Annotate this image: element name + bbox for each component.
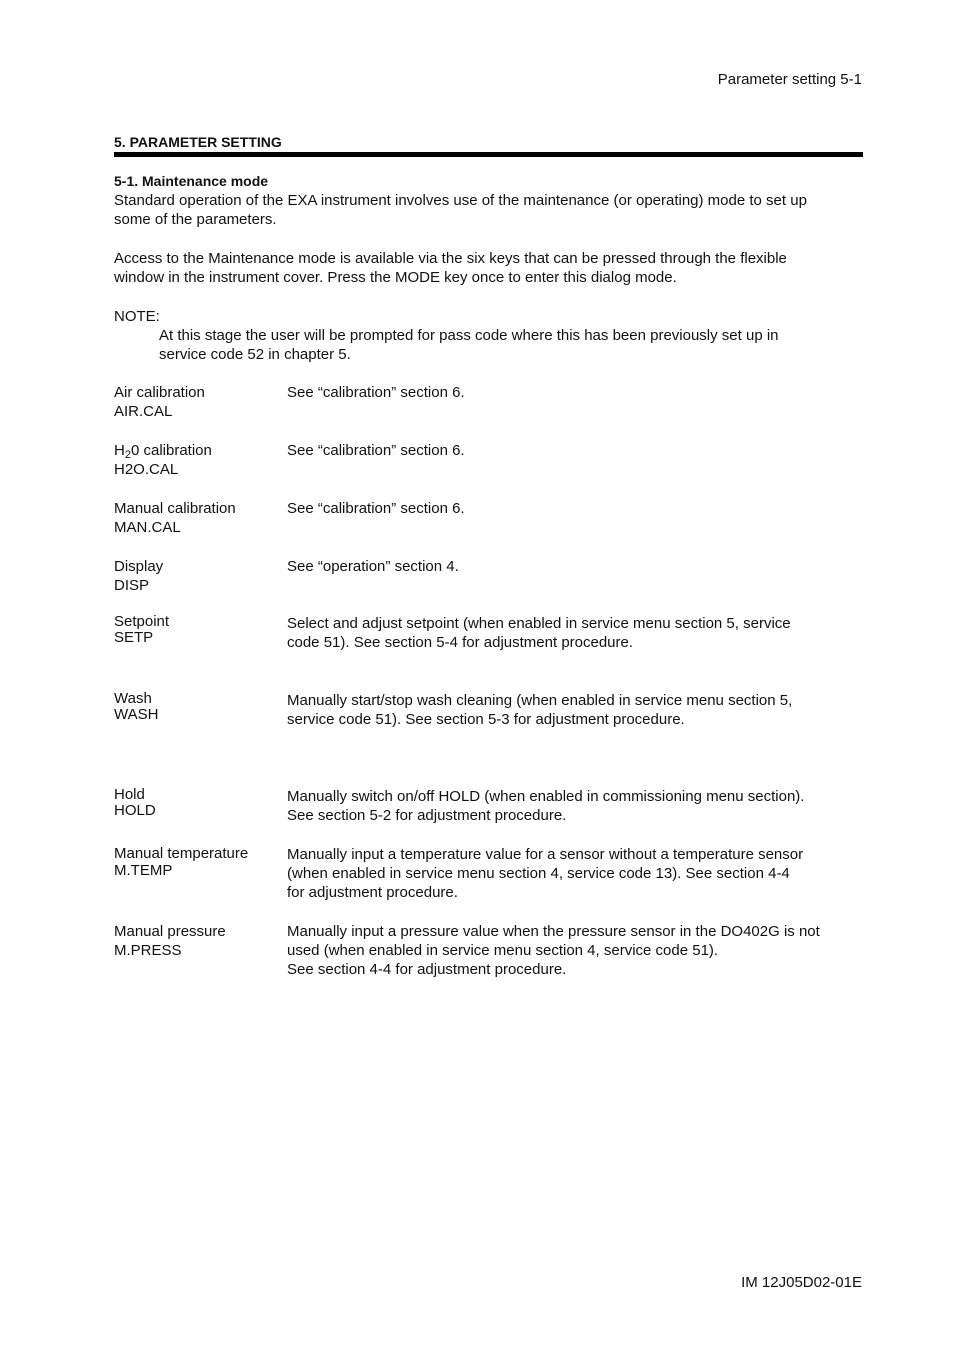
entry-manual-calibration-desc bbox=[287, 499, 862, 518]
intro-p1-line1: Standard operation of the EXA instrument involves use of the maintenance (or operating) mode to set up bbox=[114, 192, 807, 209]
entry-display-desc bbox=[287, 557, 862, 576]
entry-hold-desc bbox=[287, 787, 862, 825]
entry-name: Manual temperature bbox=[114, 845, 249, 862]
entry-manual-temperature-term bbox=[114, 845, 284, 879]
entry-name: Air calibration bbox=[114, 384, 205, 401]
intro-p1-line2: some of the parameters. bbox=[114, 211, 277, 228]
entry-desc-line: service code 51). See section 5-3 for adjustment procedure. bbox=[287, 711, 685, 728]
entry-code: H2O.CAL bbox=[114, 461, 179, 478]
entry-desc-line: See section 5-2 for adjustment procedure. bbox=[287, 807, 567, 824]
entry-code: DISP bbox=[114, 577, 150, 594]
entry-code: HOLD bbox=[114, 802, 156, 819]
entry-desc-line: See “operation” section 4. bbox=[287, 558, 459, 575]
entry-desc-line: Select and adjust setpoint (when enabled in service menu section 5, service bbox=[287, 615, 791, 632]
note-body bbox=[159, 326, 859, 364]
entry-manual-pressure-term bbox=[114, 922, 284, 960]
note-line1: At this stage the user will be prompted for pass code where this has been previously set up in bbox=[159, 327, 779, 344]
entry-desc-line: See “calibration” section 6. bbox=[287, 442, 465, 459]
entry-desc-line: Manually input a pressure value when the pressure sensor in the DO402G is not bbox=[287, 923, 820, 940]
entry-name-post: 0 calibration bbox=[130, 442, 212, 459]
entry-code: WASH bbox=[114, 706, 159, 723]
entry-desc-line: for adjustment procedure. bbox=[287, 884, 458, 901]
entry-h2o-calibration-desc bbox=[287, 441, 862, 460]
section-title: 5. PARAMETER SETTING bbox=[114, 134, 282, 150]
entry-desc-line: Manually input a temperature value for a sensor without a temperature sensor bbox=[287, 846, 804, 863]
entry-name: Wash bbox=[114, 690, 152, 707]
entry-desc-line: See “calibration” section 6. bbox=[287, 384, 465, 401]
entry-name: Manual pressure bbox=[114, 923, 226, 940]
entry-air-calibration-desc bbox=[287, 383, 862, 402]
entry-manual-calibration-term bbox=[114, 499, 284, 537]
entry-desc-line: (when enabled in service menu section 4, service code 13). See section 4-4 bbox=[287, 865, 790, 882]
entry-desc-line: used (when enabled in service menu section 4, service code 51). bbox=[287, 942, 719, 959]
entry-hold-term bbox=[114, 787, 284, 819]
entry-desc-line: See “calibration” section 6. bbox=[287, 500, 465, 517]
entry-air-calibration-term bbox=[114, 383, 284, 421]
entry-name: Setpoint bbox=[114, 613, 170, 630]
entry-setpoint-desc bbox=[287, 614, 862, 652]
entry-code: M.PRESS bbox=[114, 942, 182, 959]
entry-code: AIR.CAL bbox=[114, 403, 173, 420]
page-header-label: Parameter setting 5-1 bbox=[717, 71, 862, 88]
entry-code: M.TEMP bbox=[114, 862, 173, 879]
entry-name-pre: H bbox=[114, 442, 125, 459]
entry-code: MAN.CAL bbox=[114, 519, 181, 536]
intro-p2-line2: window in the instrument cover. Press the MODE key once to enter this dialog mode. bbox=[114, 269, 677, 286]
entry-wash-desc bbox=[287, 691, 862, 729]
entry-name-subscript: 2 bbox=[124, 449, 131, 461]
intro-paragraph-2 bbox=[114, 249, 864, 287]
entry-desc-line: code 51). See section 5-4 for adjustment procedure. bbox=[287, 634, 634, 651]
entry-desc-line: Manually start/stop wash cleaning (when enabled in service menu section 5, bbox=[287, 692, 793, 709]
title-rule bbox=[114, 152, 863, 157]
note-label: NOTE: bbox=[114, 308, 160, 325]
intro-paragraph-1 bbox=[114, 191, 864, 229]
subsection-title: 5-1. Maintenance mode bbox=[114, 173, 269, 189]
entry-display-term bbox=[114, 557, 284, 595]
entry-name: Manual calibration bbox=[114, 500, 236, 517]
entry-code: SETP bbox=[114, 629, 154, 646]
entry-wash-term bbox=[114, 691, 284, 723]
entry-desc-line: Manually switch on/off HOLD (when enabled in commissioning menu section). bbox=[287, 788, 805, 805]
entry-h2o-calibration-term bbox=[114, 441, 284, 479]
intro-p2-line1: Access to the Maintenance mode is available via the six keys that can be pressed through the flexible bbox=[114, 250, 787, 267]
entry-desc-line: See section 4-4 for adjustment procedure. bbox=[287, 961, 567, 978]
note-line2: service code 52 in chapter 5. bbox=[159, 346, 351, 363]
entry-setpoint-term bbox=[114, 614, 284, 646]
entry-name bbox=[114, 441, 284, 460]
entry-name: Display bbox=[114, 558, 164, 575]
footer-doc-id: IM 12J05D02-01E bbox=[741, 1274, 862, 1291]
entry-name: Hold bbox=[114, 786, 145, 803]
entry-manual-pressure-desc bbox=[287, 922, 862, 979]
entry-manual-temperature-desc bbox=[287, 845, 862, 902]
